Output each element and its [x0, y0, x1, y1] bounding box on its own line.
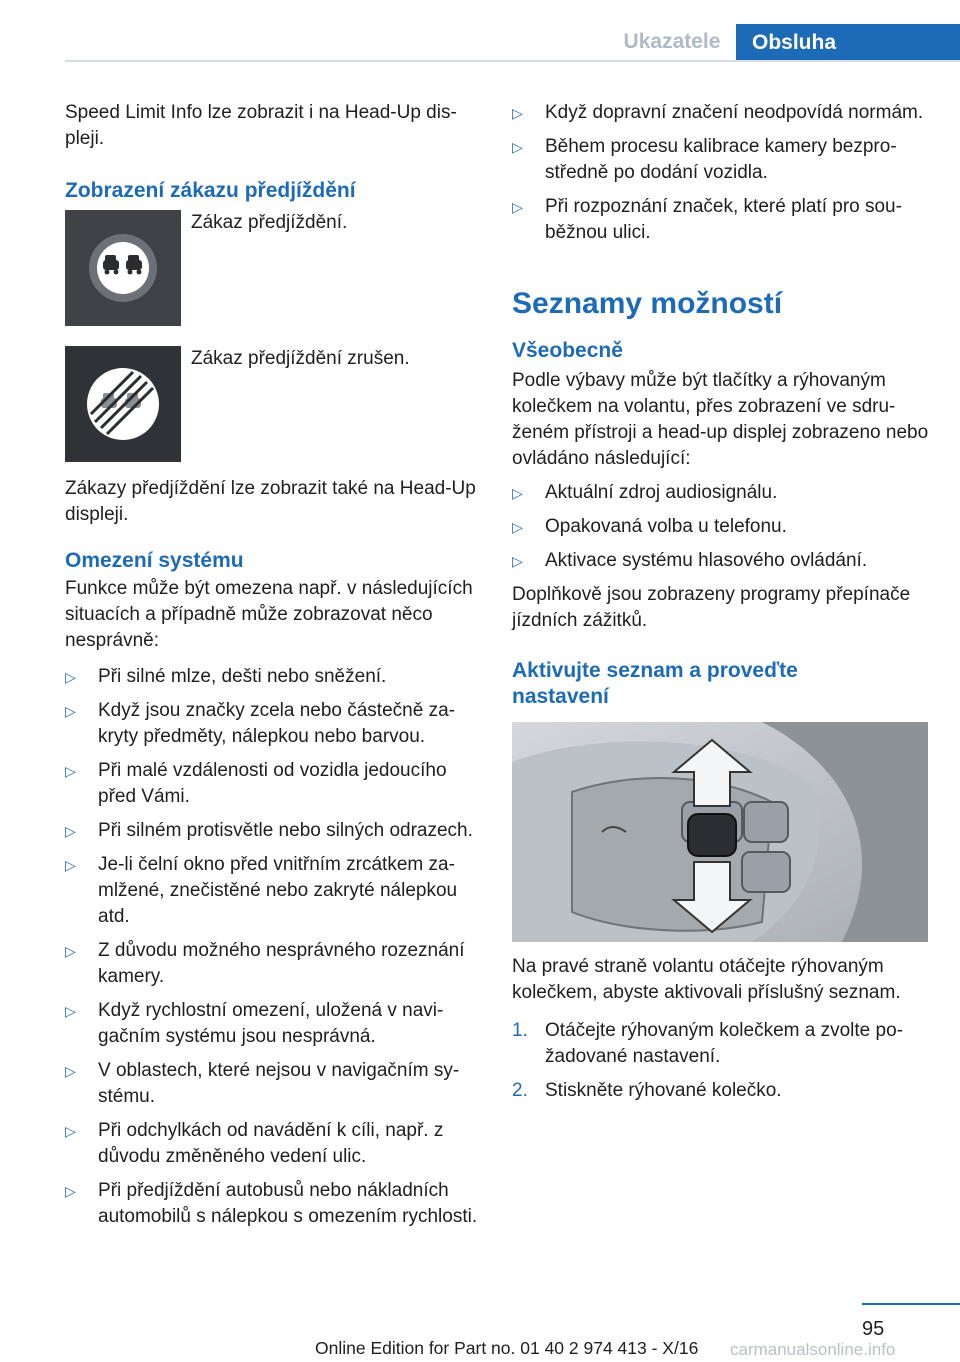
page-number: 95 — [862, 1318, 885, 1340]
left-column — [65, 100, 480, 1238]
list-item: ▷ Při předjíždění autobusů nebo nákladních automobilů s nálepkou s omezením rychlosti. — [65, 1180, 478, 1227]
triangle-bullet-icon: ▷ — [65, 703, 76, 719]
triangle-bullet-icon: ▷ — [65, 857, 76, 873]
list-item: ▷ Při silném protisvětle nebo silných odrazech. — [65, 818, 480, 844]
list-item: ▷ Aktivace systému hlasového ovládání. — [512, 548, 932, 574]
overtaking-ended-sign-image — [65, 346, 181, 462]
list-item: ▷ Opakovaná volba u telefonu. — [512, 514, 932, 540]
list-item: ▷ Při rozpoznání značek, které platí pro souběžnou ulici. — [512, 196, 902, 243]
after-signs-text: Zákazy předjíždění lze zobrazit také na Head-Up displeji. — [65, 478, 476, 525]
watermark: carmanualsonline.info — [730, 1340, 896, 1359]
triangle-bullet-icon: ▷ — [65, 1183, 76, 1199]
heading-general: Všeobecně — [512, 339, 623, 362]
no-overtaking-sign-image — [65, 210, 181, 326]
list-item: ▷ Když dopravní značení neodpovídá normám. — [512, 100, 932, 126]
triangle-bullet-icon: ▷ — [65, 669, 76, 685]
edition-footer: Online Edition for Part no. 01 40 2 974 413 - X/16 — [315, 1338, 699, 1358]
heading-option-lists: Seznamy možností — [512, 287, 783, 320]
triangle-bullet-icon: ▷ — [65, 1063, 76, 1079]
list-item: ▷ Aktuální zdroj audiosignálu. — [512, 480, 932, 506]
list-item: ▷ Když rychlostní omezení, uložená v navigačním systému jsou nesprávná. — [65, 1000, 444, 1047]
general-text: Podle výbavy může být tlačítky a rýhovaným kolečkem na volantu, přes zobrazení ve sdruženém přístroji a head-up displej zobrazeno nebo ovládáno následující: — [512, 370, 929, 469]
triangle-bullet-icon: ▷ — [512, 553, 523, 569]
extra-text: Doplňkově jsou zobrazeny programy přepínače jízdních zážitků. — [512, 584, 911, 631]
list-item: ▷ Když jsou značky zcela nebo částečně zakryty předměty, nálepkou nebo barvou. — [65, 700, 455, 747]
triangle-bullet-icon: ▷ — [512, 199, 523, 215]
tab-ukazatele[interactable]: Ukazatele — [623, 30, 721, 53]
list-item: ▷ Je-li čelní okno před vnitřním zrcátkem zamlžené, znečistěné nebo zakryté nálepkou atd. — [65, 854, 458, 927]
intro-text: Speed Limit Info lze zobrazit i na Head-Up displeji. — [65, 102, 457, 149]
end-of-no-overtaking-icon — [65, 346, 181, 462]
triangle-bullet-icon: ▷ — [512, 519, 523, 535]
list-item: ▷ V oblastech, které nejsou v navigačním systému. — [65, 1060, 460, 1107]
steps-list — [512, 1018, 932, 1104]
tab-obsluha[interactable]: Obsluha — [736, 24, 960, 62]
list-item: ▷ Při odchylkách od navádění k cíli, např. z důvodu změněného vedení ulic. — [65, 1120, 444, 1167]
right-column — [512, 100, 932, 1112]
triangle-bullet-icon: ▷ — [65, 1003, 76, 1019]
sign1-caption: Zákaz předjíždění. — [191, 212, 348, 233]
heading-activate-list: Aktivujte seznam a proveďte nastavení — [512, 659, 798, 708]
list-item: ▷ Během procesu kalibrace kamery bezprostředně po dodání vozidla. — [512, 136, 897, 183]
list-item: ▷ Z důvodu možného nesprávného rozeznání kamery. — [65, 940, 465, 987]
limits-intro-text: Funkce může být omezena např. v následujících situacích a případně může zobrazovat něco nesprávně: — [65, 578, 473, 651]
list-item: 2. Stiskněte rýhované kolečko. — [512, 1080, 782, 1101]
triangle-bullet-icon: ▷ — [512, 139, 523, 155]
page-number-rule — [862, 1303, 960, 1305]
steering-wheel-image — [512, 722, 928, 942]
triangle-bullet-icon: ▷ — [65, 763, 76, 779]
heading-overtake-display: Zobrazení zákazu předjíždění — [65, 179, 356, 202]
list-item: 1. Otáčejte rýhovaným kolečkem a zvolte požadované nastavení. — [512, 1020, 903, 1067]
limits-list — [65, 664, 480, 1230]
list-item: ▷ Při malé vzdálenosti od vozidla jedoucího před Vámi. — [65, 760, 447, 807]
list-item: ▷ Při silné mlze, dešti nebo sněžení. — [65, 664, 480, 690]
sign-row-overtaking-ended — [65, 346, 480, 462]
triangle-bullet-icon: ▷ — [512, 105, 523, 121]
sign2-caption: Zákaz předjíždění zrušen. — [191, 348, 410, 369]
general-list — [512, 480, 932, 574]
header-rule — [65, 60, 960, 62]
triangle-bullet-icon: ▷ — [65, 943, 76, 959]
heading-system-limits: Omezení systému — [65, 549, 244, 572]
limits-list-continued — [512, 100, 932, 246]
sign-row-no-overtaking — [65, 210, 480, 326]
steering-wheel-thumbwheel-illustration — [512, 722, 928, 942]
triangle-bullet-icon: ▷ — [65, 1123, 76, 1139]
wheel-caption: Na pravé straně volantu otáčejte rýhovaným kolečkem, abyste aktivovali příslušný seznam. — [512, 956, 901, 1003]
no-overtaking-icon — [65, 210, 181, 326]
triangle-bullet-icon: ▷ — [65, 823, 76, 839]
triangle-bullet-icon: ▷ — [512, 485, 523, 501]
